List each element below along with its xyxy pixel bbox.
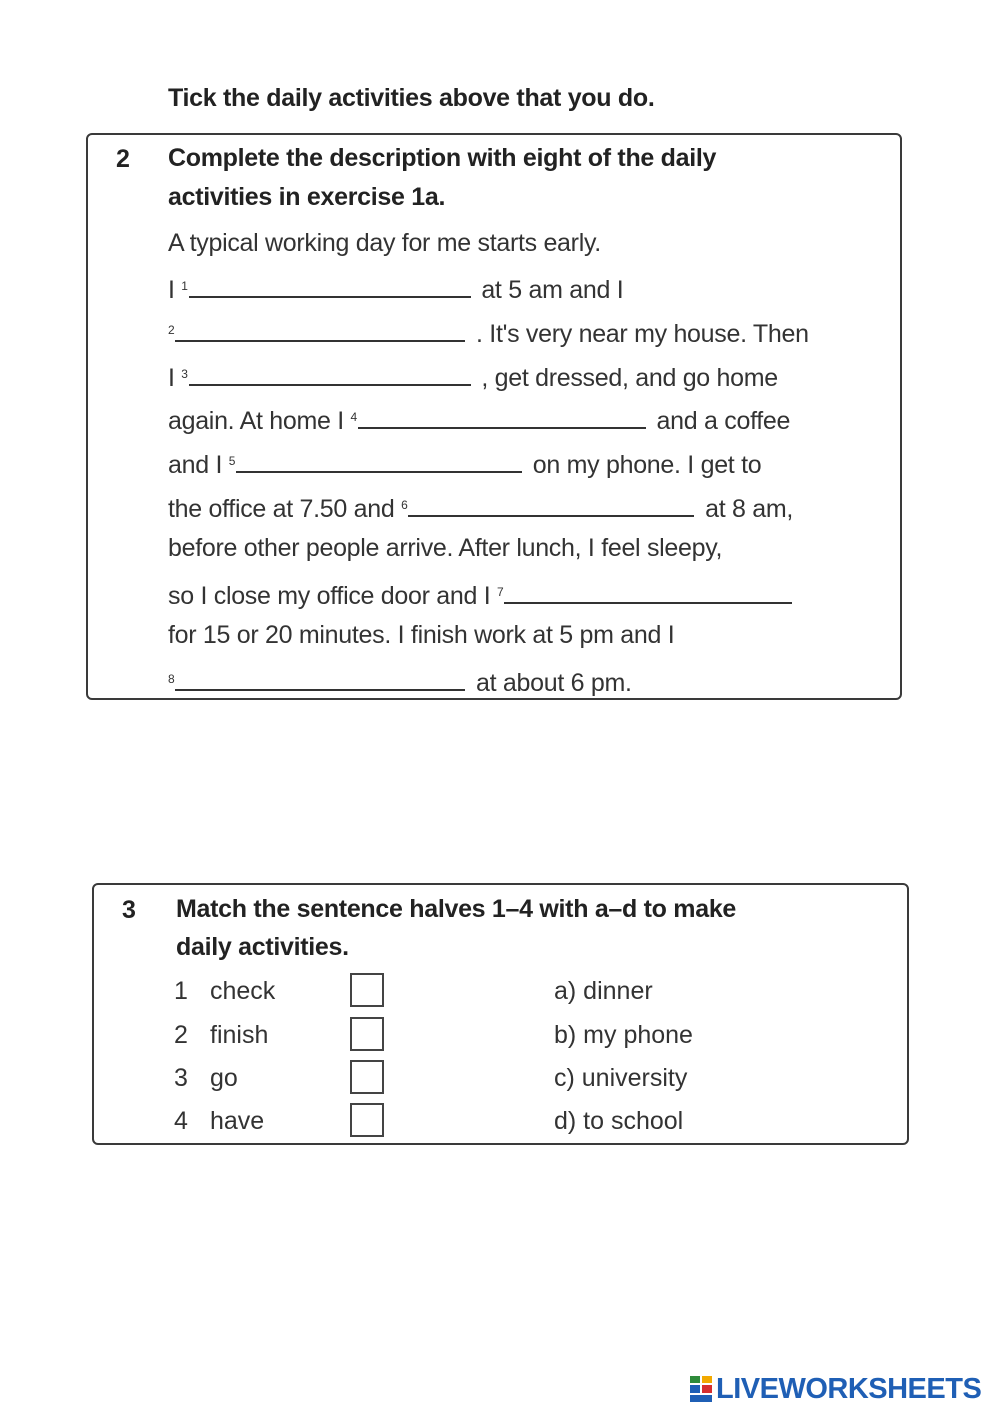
answer-blank-2[interactable] xyxy=(175,316,465,342)
text-line-3-after: , get dressed, and go home xyxy=(474,364,778,392)
exercise-3-title-line1: Match the sentence halves 1–4 with a–d to make xyxy=(176,895,737,923)
match-answer-box-3[interactable] xyxy=(350,1060,384,1094)
exercise-2-number: 2 xyxy=(116,145,130,173)
answer-blank-7[interactable] xyxy=(504,578,792,604)
answer-blank-8[interactable] xyxy=(175,665,465,691)
text-line-2 xyxy=(168,316,809,349)
answer-blank-4[interactable] xyxy=(358,403,646,429)
text-line-1 xyxy=(168,272,623,305)
top-instruction: Tick the daily activities above that you do. xyxy=(168,84,655,112)
blank-number-7: 7 xyxy=(497,585,504,599)
blank-number-6: 6 xyxy=(401,498,408,512)
text-line-1-before: I xyxy=(168,276,182,304)
text-line-3-before: I xyxy=(168,364,182,392)
text-line-0 xyxy=(168,229,601,258)
blank-number-3: 3 xyxy=(181,367,188,381)
text-line-9-before: for 15 or 20 minutes. I finish work at 5 pm and I xyxy=(168,621,675,649)
text-line-2-after: . It's very near my house. Then xyxy=(469,320,809,348)
match-option: a) dinner xyxy=(554,977,653,1005)
liveworksheets-logo-icon xyxy=(690,1376,712,1402)
text-line-0-before: A typical working day for me starts early. xyxy=(168,229,601,257)
match-word: check xyxy=(210,977,276,1005)
exercise-2-title-line1: Complete the description with eight of the daily xyxy=(168,144,717,172)
text-line-5-after: on my phone. I get to xyxy=(526,451,762,479)
liveworksheets-logo-text: LIVEWORKSHEETS xyxy=(716,1372,982,1405)
text-line-3 xyxy=(168,360,778,393)
answer-blank-6[interactable] xyxy=(408,491,694,517)
text-line-7 xyxy=(168,534,722,563)
text-line-6-after: at 8 am, xyxy=(698,495,794,523)
match-word: have xyxy=(210,1107,265,1135)
blank-number-5: 5 xyxy=(228,454,236,468)
match-option: c) university xyxy=(554,1064,688,1092)
match-number: 3 xyxy=(174,1064,188,1092)
text-line-1-after: at 5 am and I xyxy=(474,276,624,304)
match-option: d) to school xyxy=(554,1107,684,1135)
match-row xyxy=(94,1058,907,1098)
match-row xyxy=(94,971,907,1011)
exercise-3-title-line2: daily activities. xyxy=(176,933,349,961)
text-line-8 xyxy=(168,578,796,611)
exercise-3-number: 3 xyxy=(122,896,136,924)
text-line-8-before: so I close my office door and I xyxy=(168,582,497,610)
match-number: 2 xyxy=(174,1021,188,1049)
match-answer-box-1[interactable] xyxy=(350,973,384,1007)
match-word: finish xyxy=(210,1021,269,1049)
blank-number-8: 8 xyxy=(168,672,175,686)
match-number: 4 xyxy=(174,1107,188,1135)
text-line-10 xyxy=(168,665,632,698)
match-answer-box-4[interactable] xyxy=(350,1103,384,1137)
text-line-10-after: at about 6 pm. xyxy=(469,669,632,697)
exercise-3-box xyxy=(92,883,909,1145)
blank-number-1: 1 xyxy=(181,279,188,293)
match-answer-box-2[interactable] xyxy=(350,1017,384,1051)
text-line-4-before: again. At home I xyxy=(168,407,351,435)
blank-number-4: 4 xyxy=(350,410,357,424)
exercise-2-title-line2: activities in exercise 1a. xyxy=(168,183,446,211)
answer-blank-3[interactable] xyxy=(189,360,471,386)
blank-number-2: 2 xyxy=(168,323,175,337)
text-line-6 xyxy=(168,491,793,524)
answer-blank-1[interactable] xyxy=(189,272,471,298)
text-line-7-before: before other people arrive. After lunch, I feel sleepy, xyxy=(168,534,723,562)
answer-blank-5[interactable] xyxy=(236,447,522,473)
text-line-9 xyxy=(168,621,674,650)
match-row xyxy=(94,1015,907,1055)
match-number: 1 xyxy=(174,977,188,1005)
text-line-4 xyxy=(168,403,790,436)
text-line-5-before: and I xyxy=(168,451,229,479)
match-option: b) my phone xyxy=(554,1021,693,1049)
text-line-5 xyxy=(168,447,761,480)
text-line-4-after: and a coffee xyxy=(649,407,791,435)
liveworksheets-logo xyxy=(690,1372,981,1406)
match-word: go xyxy=(210,1064,238,1092)
match-row xyxy=(94,1101,907,1141)
text-line-6-before: the office at 7.50 and xyxy=(168,495,402,523)
